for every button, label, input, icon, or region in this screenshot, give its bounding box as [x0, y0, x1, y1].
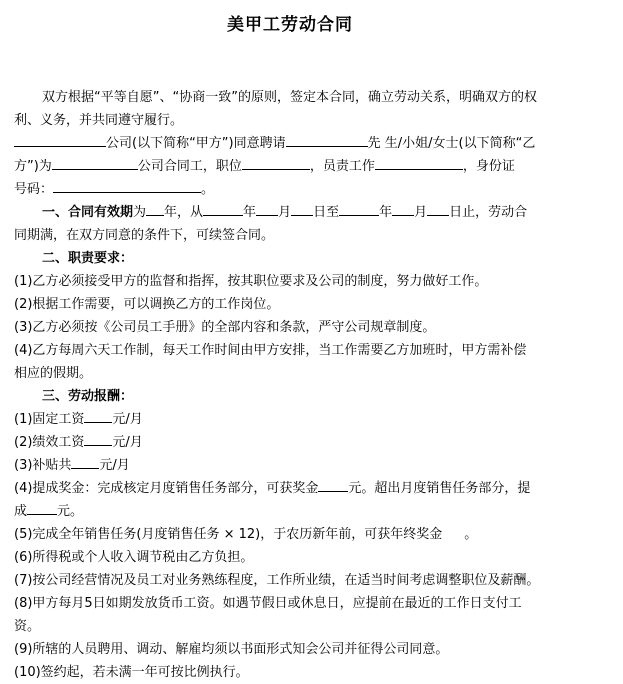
section3-item-1: [14, 408, 584, 431]
id-label: 号码：: [14, 182, 54, 197]
end-month-blank: [392, 201, 414, 216]
section3-item-4-line-1: [14, 477, 584, 500]
performance-salary-blank: [84, 431, 112, 446]
title-suffix: 先 生/小姐/女士(以下简称“乙: [367, 136, 536, 151]
company-name-blank: [14, 132, 106, 147]
section1-text: 年: [379, 205, 393, 220]
id-number-blank: [53, 178, 201, 193]
parties-text: 方”)为: [14, 159, 52, 174]
section3-item-9: (9)所辖的人员聘用、调动、解雇均须以书面形式知会公司并征得公司同意。: [14, 642, 449, 657]
item-text: (4)提成奖金：完成核定月度销售任务部分，可获奖金: [14, 481, 319, 496]
intro-line-1: 双方根据“平等自愿”、“协商一致”的原则，签定本合同，确立劳动关系，明确双方的权: [42, 90, 537, 105]
section3-item-2: [14, 431, 584, 454]
employee-name-blank: [286, 132, 368, 147]
start-month-blank: [256, 201, 278, 216]
section1-text: 年，从: [164, 205, 204, 220]
section2-item: (4)乙方每周六天工作制，每天工作时间由甲方安排，当工作需要乙方加班时，甲方需补偿: [14, 343, 527, 358]
section3-heading: 三、劳动报酬：: [42, 389, 134, 404]
section3-item-10: (10)签约起，若未满一年可按比例执行。: [14, 665, 249, 680]
position-blank: [242, 155, 310, 170]
section2-item: (3)乙方必须按《公司员工手册》的全部内容和条款，严守公司规章制度。: [14, 320, 436, 335]
section3-item-3: [14, 454, 584, 477]
section3-item-4-line-2: [14, 500, 584, 523]
bonus-blank: [318, 477, 348, 492]
item-text: (3)补贴共: [14, 458, 72, 473]
parties-line-3: [14, 178, 584, 201]
section1-heading: 一、合同有效期: [42, 205, 134, 220]
section1-text: 日至: [313, 205, 340, 220]
allowance-blank: [71, 454, 99, 469]
section3-item-8-line-2: 资。: [14, 619, 41, 634]
section2-heading: 二、职责要求：: [42, 251, 134, 266]
section3-item-8-line-1: (8)甲方每月5日如期发放货币工资。如遇节假日或休息日，应提前在最近的工作日支付工: [14, 596, 522, 611]
item-text: (2)绩效工资: [14, 435, 85, 450]
section1-text: 月: [414, 205, 428, 220]
section1-text: 年: [243, 205, 257, 220]
company-blank: [52, 155, 138, 170]
section2-item: (2)根据工作需要，可以调换乙方的工作岗位。: [14, 297, 280, 312]
commission-blank: [27, 500, 57, 515]
item-text: 元。超出月度销售任务部分，提: [348, 481, 531, 496]
section3-item-5: [14, 523, 584, 546]
years-blank: [146, 201, 164, 216]
end-day-blank: [427, 201, 449, 216]
company-suffix: 公司(以下简称“甲方”)同意聘请: [106, 136, 286, 151]
start-year-blank: [203, 201, 243, 216]
parties-text: ，身份证: [462, 159, 515, 174]
section2-item: 相应的假期。: [14, 366, 93, 381]
work-blank: [375, 155, 463, 170]
parties-line-1: [14, 132, 584, 155]
item-text: (5)完成全年销售任务(月度销售任务 × 12)，于农历新年前，可获年终奖金: [14, 527, 443, 542]
parties-line-2: [14, 155, 584, 178]
start-day-blank: [291, 201, 313, 216]
section3-item-6: (6)所得税或个人收入调节税由乙方负担。: [14, 550, 254, 565]
section1-text: 月: [278, 205, 292, 220]
document-body: [14, 86, 584, 684]
item-text: 元。: [57, 504, 84, 519]
item-text: 成: [14, 504, 28, 519]
intro-line-2: 利、义务，并共同遵守履行。: [14, 113, 184, 128]
section1-line-1: [14, 201, 584, 224]
item-text: 元/月: [99, 458, 130, 473]
section1-text: 日止，劳动合: [449, 205, 528, 220]
section2-item: (1)乙方必须接受甲方的监督和指挥，按其职位要求及公司的制度，努力做好工作。: [14, 274, 488, 289]
item-text: (1)固定工资: [14, 412, 85, 427]
section1-text: 为: [133, 205, 147, 220]
item-text: 元/月: [112, 435, 143, 450]
fixed-salary-blank: [84, 408, 112, 423]
parties-text: 公司合同工，职位: [137, 159, 242, 174]
parties-text: ，员责工作: [309, 159, 375, 174]
item-text: 。: [464, 527, 478, 542]
end-year-blank: [339, 201, 379, 216]
item-text: 元/月: [112, 412, 143, 427]
section3-item-7: (7)按公司经营情况及员工对业务熟练程度，工作所业绩，在适当时间考虑调整职位及薪酬。: [14, 573, 540, 588]
document-title: 美甲工劳动合同: [227, 15, 353, 35]
section1-line-2: 同期满，在双方同意的条件下，可续签合同。: [14, 228, 275, 243]
parties-text: 。: [201, 182, 215, 197]
